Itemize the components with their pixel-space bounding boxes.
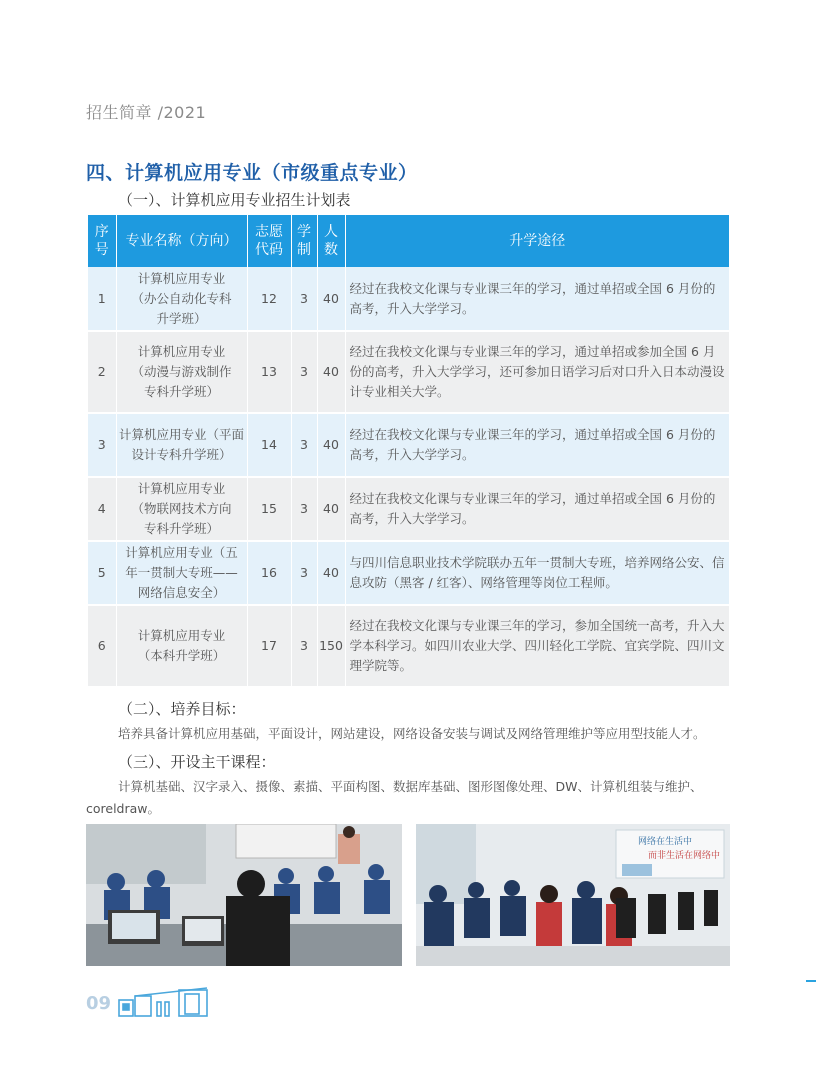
- cell-name: 计算机应用专业（办公自动化专科升学班）: [116, 267, 247, 331]
- lab-banner-line2: 而非生活在网络中: [648, 851, 721, 861]
- section-title: 四、计算机应用专业（市级重点专业）: [86, 162, 418, 184]
- cell-code: 17: [247, 605, 291, 687]
- cell-no: 6: [88, 605, 116, 687]
- page-edge-marker: [806, 980, 816, 982]
- table-row: [88, 267, 729, 331]
- table-row: [88, 605, 729, 687]
- cell-no: 4: [88, 477, 116, 541]
- cell-no: 3: [88, 413, 116, 477]
- cell-name: 计算机应用专业（本科升学班）: [116, 605, 247, 687]
- cell-code: 16: [247, 541, 291, 605]
- cell-route: 经过在我校文化课与专业课三年的学习，通过单招或参加全国 6 月份的高考，升入大学学习，还可参加日语学习后对口升入日本动漫设计专业相关大学。: [345, 331, 729, 413]
- cell-years: 3: [291, 331, 317, 413]
- table-row: [88, 477, 729, 541]
- cell-route: 与四川信息职业技术学院联办五年一贯制大专班，培养网络公安、信息攻防（黑客 / 红客）、网络管理等岗位工程师。: [345, 541, 729, 605]
- cell-no: 5: [88, 541, 116, 605]
- cell-code: 12: [247, 267, 291, 331]
- cell-route: 经过在我校文化课与专业课三年的学习，参加全国统一高考，升入大学本科学习。如四川农业大学、四川轻化工学院、宜宾学院、四川文理学院等。: [345, 605, 729, 687]
- cell-count: 40: [317, 267, 345, 331]
- page-number: 09: [86, 993, 112, 1014]
- lab-banner-line1: 网络在生活中: [638, 837, 693, 847]
- cell-name: 计算机应用专业（五年一贯制大专班——网络信息安全）: [116, 541, 247, 605]
- enrollment-plan-table: [88, 215, 729, 688]
- cell-no: 1: [88, 267, 116, 331]
- brochure-header: 招生简章 /2021: [86, 103, 207, 122]
- cell-route: 经过在我校文化课与专业课三年的学习，通过单招或全国 6 月份的高考，升入大学学习。: [345, 267, 729, 331]
- cell-years: 3: [291, 267, 317, 331]
- cell-years: 3: [291, 541, 317, 605]
- cell-years: 3: [291, 605, 317, 687]
- table-header-row: [88, 215, 729, 267]
- cell-count: 40: [317, 331, 345, 413]
- cell-code: 15: [247, 477, 291, 541]
- classroom-photo-left: [86, 824, 402, 966]
- subsection-main-courses: （三）、开设主干课程：: [118, 753, 276, 771]
- header-route: 升学途径: [345, 215, 729, 267]
- cell-no: 2: [88, 331, 116, 413]
- header-no: 序号: [88, 215, 116, 267]
- cell-years: 3: [291, 413, 317, 477]
- training-goal-text: 培养具备计算机应用基础，平面设计，网站建设，网络设备安装与调试及网络管理维护等应用型技能人才。: [118, 726, 706, 741]
- cell-route: 经过在我校文化课与专业课三年的学习，通过单招或全国 6 月份的高考，升入大学学习。: [345, 413, 729, 477]
- table-row: [88, 413, 729, 477]
- cell-count: 150: [317, 605, 345, 687]
- cell-name: 计算机应用专业（动漫与游戏制作专科升学班）: [116, 331, 247, 413]
- header-years: 学制: [291, 215, 317, 267]
- subsection-enrollment-plan: （一）、计算机应用专业招生计划表: [118, 191, 351, 209]
- cell-code: 14: [247, 413, 291, 477]
- table-row: [88, 541, 729, 605]
- building-outline-decoration: [117, 984, 217, 1020]
- header-count: 人数: [317, 215, 345, 267]
- cell-code: 13: [247, 331, 291, 413]
- cell-count: 40: [317, 413, 345, 477]
- cell-route: 经过在我校文化课与专业课三年的学习，通过单招或全国 6 月份的高考，升入大学学习。: [345, 477, 729, 541]
- main-courses-text: 计算机基础、汉字录入、摄像、素描、平面构图、数据库基础、图形图像处理、DW、计算机组装与维护、coreldraw。: [86, 779, 703, 816]
- computer-lab-photo-right: [416, 824, 730, 966]
- header-code: 志愿代码: [247, 215, 291, 267]
- cell-name: 计算机应用专业（平面设计专科升学班）: [116, 413, 247, 477]
- subsection-training-goal: （二）、培养目标：: [118, 700, 246, 718]
- cell-count: 40: [317, 541, 345, 605]
- table-row: [88, 331, 729, 413]
- cell-name: 计算机应用专业（物联网技术方向专科升学班）: [116, 477, 247, 541]
- cell-years: 3: [291, 477, 317, 541]
- cell-count: 40: [317, 477, 345, 541]
- header-name: 专业名称（方向）: [116, 215, 247, 267]
